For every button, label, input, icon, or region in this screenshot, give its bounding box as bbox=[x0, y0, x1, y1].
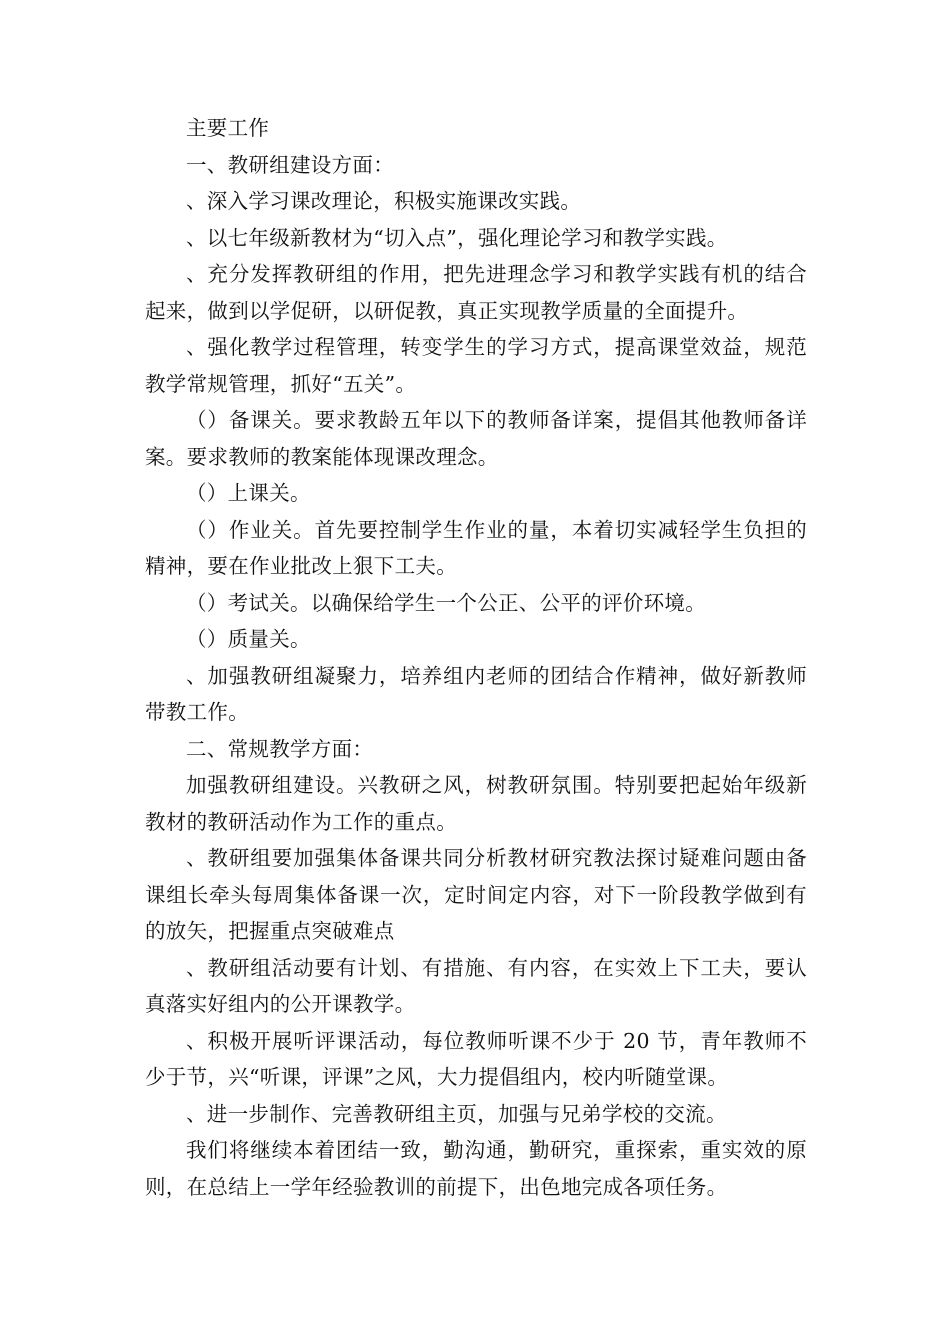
section-heading-teaching-research-group: 一、教研组建设方面： bbox=[186, 152, 394, 177]
body-paragraph: 加强教研组建设。兴教研之风，树教研氛围。特别要把起始年级新教材的教研活动作为工作的重点。 bbox=[145, 773, 807, 834]
body-paragraph: （）考试关。以确保给学生一个公正、公平的评价环境。 bbox=[186, 590, 706, 615]
body-paragraph: （）上课关。 bbox=[186, 481, 311, 505]
body-paragraph: 、深入学习课改理论，积极实施课改实践。 bbox=[186, 189, 582, 213]
body-paragraph: 、充分发挥教研组的作用，把先进理念学习和教学实践有机的结合起来，做到以学促研，以研促教，真正实现教学质量的全面提升。 bbox=[145, 262, 807, 323]
body-paragraph: 、以七年级新教材为“切入点”，强化理论学习和教学实践。 bbox=[186, 225, 728, 250]
body-paragraph: 、教研组活动要有计划、有措施、有内容，在实效上下工夫，要认真落实好组内的公开课教学。 bbox=[145, 955, 807, 1016]
section-heading-main-work: 主要工作 bbox=[186, 116, 270, 140]
document-page bbox=[145, 110, 807, 1205]
body-paragraph: （）作业关。首先要控制学生作业的量，本着切实减轻学生负担的精神，要在作业批改上狠下工夫。 bbox=[145, 517, 807, 578]
section-heading-routine-teaching: 二、常规教学方面： bbox=[186, 736, 374, 761]
body-paragraph: 、积极开展听评课活动，每位教师听课不少于 20 节，青年教师不少于节，兴“听课，评课”之风，大力提倡组内，校内听随堂课。 bbox=[145, 1028, 807, 1089]
body-paragraph: （）质量关。 bbox=[186, 627, 311, 651]
body-paragraph: 、强化教学过程管理，转变学生的学习方式，提高课堂效益，规范教学常规管理，抓好“五关”。 bbox=[145, 335, 807, 396]
body-paragraph: 、教研组要加强集体备课共同分析教材研究教法探讨疑难问题由备课组长牵头每周集体备课一次，定时间定内容，对下一阶段教学做到有的放矢，把握重点突破难点 bbox=[145, 846, 807, 943]
body-paragraph: 、进一步制作、完善教研组主页，加强与兄弟学校的交流。 bbox=[186, 1101, 727, 1126]
closing-paragraph: 我们将继续本着团结一致，勤沟通，勤研究，重探索，重实效的原则，在总结上一学年经验教训的前提下，出色地完成各项任务。 bbox=[145, 1138, 807, 1199]
body-paragraph: 、加强教研组凝聚力，培养组内老师的团结合作精神，做好新教师带教工作。 bbox=[145, 663, 807, 724]
body-paragraph: （）备课关。要求教龄五年以下的教师备详案，提倡其他教师备详案。要求教师的教案能体现课改理念。 bbox=[145, 408, 807, 469]
